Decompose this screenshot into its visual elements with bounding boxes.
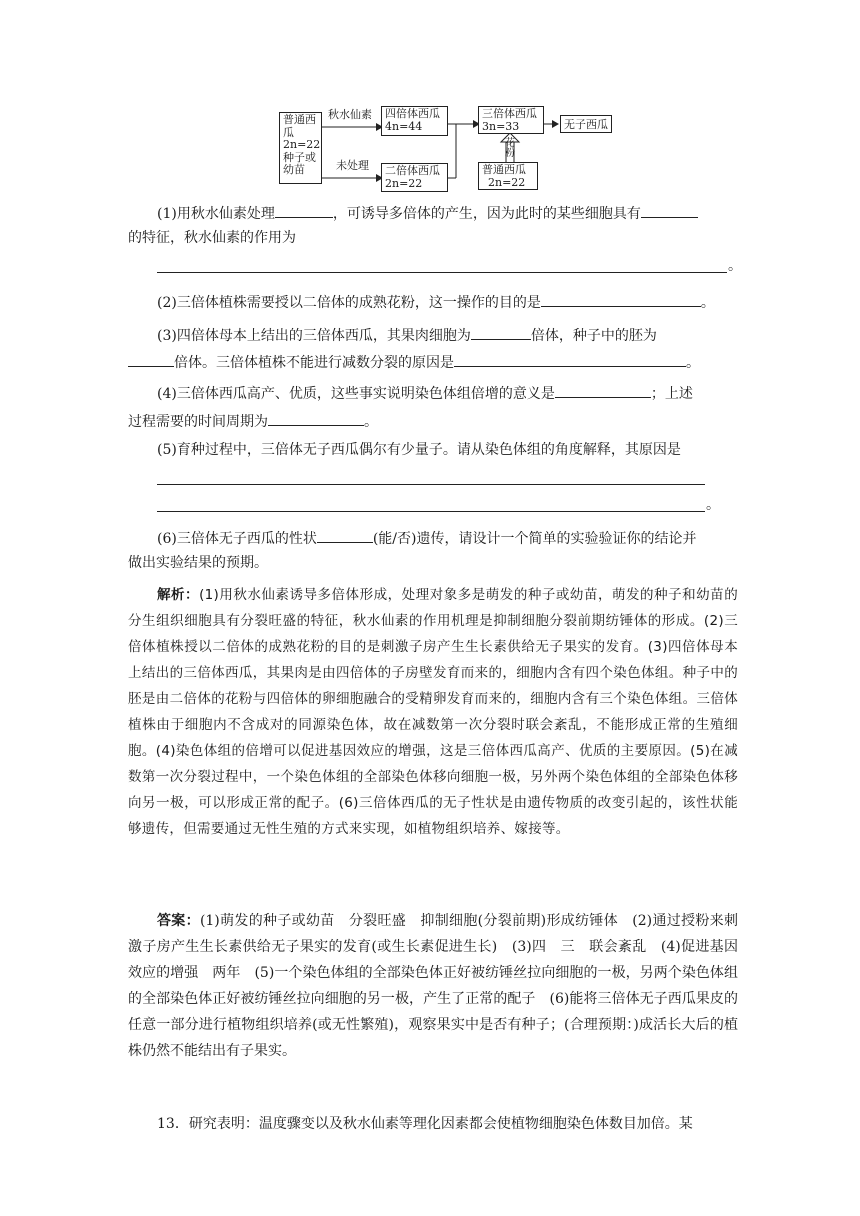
q3-text-c: 倍体。三倍体植株不能进行减数分裂的原因是 <box>174 355 454 371</box>
q1-line1 <box>157 203 698 223</box>
answer-text: (1)萌发的种子或幼苗 分裂旺盛 抑制细胞(分裂前期)形成纺锤体 (2)通过授粉来刺激子房产生生长素供给无子果实的发育(或生长素促进生长) (3)四 三 联会紊乱 (4)促进基因效应的增强 两年 (5)一个染色体组的全部染色体正好被纺锤丝拉向细胞的一极，另两个染色体组的全部染色体正好被纺锤丝拉向细胞的另一极，产生了正常的配子 (6)能将三倍体无子西瓜果皮的任意一部分进行植物组织培养(或无性繁殖)，观察果实中是否有种子；(合理预期：)成活长大后的植株仍然不能结出有子果实。 <box>128 913 738 1059</box>
diploid-box <box>381 163 448 192</box>
q5-text: (5)育种过程中，三倍体无子西瓜偶尔有少量子。请从染色体组的角度解释，其原因是 <box>157 442 681 458</box>
q4-text-a: (4)三倍体西瓜高产、优质，这些事实说明染色体组倍增的意义是 <box>157 386 555 402</box>
blank <box>275 203 333 218</box>
source-line-4: 种子或 <box>283 150 316 164</box>
q4-text-c: 过程需要的时间周期为 <box>128 414 268 430</box>
q3-text-b: 倍体，种子中的胚为 <box>530 328 657 344</box>
pollen-label-2: 粉 <box>505 148 515 159</box>
result-box <box>560 115 612 133</box>
blank <box>317 528 373 543</box>
q1-text-c: 的特征，秋水仙素的作用为 <box>128 230 296 246</box>
blank <box>454 352 686 367</box>
colchicine-label: 秋水仙素 <box>328 108 372 121</box>
q6-line1 <box>157 528 696 548</box>
tetraploid-count: 4n=44 <box>385 119 423 133</box>
result-text: 无子西瓜 <box>564 118 608 131</box>
tetraploid-box <box>381 106 448 136</box>
diploid-name: 二倍体西瓜 <box>385 164 440 177</box>
blank <box>641 203 698 218</box>
blank <box>471 325 531 340</box>
analysis-label: 解析： <box>157 587 200 603</box>
pollen-label <box>504 139 516 159</box>
pollen-label-1: 花 <box>505 138 515 149</box>
q4-line1 <box>157 383 693 403</box>
source-line-2: 瓜 <box>283 125 294 139</box>
q5-answer-rule-2 <box>157 511 705 512</box>
q3-line2 <box>128 352 700 372</box>
ordinary-box <box>478 162 538 190</box>
q5-line <box>157 441 681 459</box>
q2-period: 。 <box>700 295 715 311</box>
q4-period: 。 <box>364 414 378 430</box>
triploid-count: 3n=33 <box>482 119 520 133</box>
q6-text-a: (6)三倍体无子西瓜的性状 <box>157 531 317 547</box>
analysis-paragraph <box>128 582 738 842</box>
breeding-flow-diagram <box>270 100 630 192</box>
triploid-box <box>478 106 544 134</box>
q3-line1 <box>157 325 657 345</box>
q1-line2 <box>128 229 296 247</box>
blank <box>541 292 701 307</box>
source-line-5: 幼苗 <box>283 163 305 176</box>
answer-paragraph <box>128 908 738 1064</box>
q2-text: (2)三倍体植株需要授以二倍体的成熟花粉，这一操作的目的是 <box>157 295 541 311</box>
blank <box>268 411 364 426</box>
q4-line2 <box>128 411 378 431</box>
blank <box>128 352 174 367</box>
source-line-1: 普通西 <box>283 113 316 126</box>
analysis-text: (1)用秋水仙素诱导多倍体形成，处理对象多是萌发的种子或幼苗，萌发的种子和幼苗的分生组织细胞具有分裂旺盛的特征，秋水仙素的作用机理是抑制细胞分裂前期纺锤体的形成。(2)三倍体植株授以二倍体的成熟花粉的目的是刺激子房产生生长素供给无子果实的发育。(3)四倍体母本上结出的三倍体西瓜，其果肉是由四倍体的子房壁发育而来的，细胞内含有四个染色体组。种子中的胚是由二倍体的花粉与四倍体的卵细胞融合的受精卵发育而来的，细胞内含有三个染色体组。三倍体植株由于细胞内不含成对的同源染色体，故在减数第一次分裂时联会紊乱，不能形成正常的生殖细胞。(4)染色体组的倍增可以促进基因效应的增强，这是三倍体西瓜高产、优质的主要原因。(5)在减数第一次分裂过程中，一个染色体组的全部染色体移向细胞一极，另外两个染色体组的全部染色体移向另一极，可以形成正常的配子。(6)三倍体西瓜的无子性状是由遗传物质的改变引起的，该性状能够遗传，但需要通过无性生殖的方式来实现，如植物组织培养、嫁接等。 <box>128 587 738 837</box>
diagram-arrows <box>270 100 630 192</box>
q5-answer-rule-1 <box>157 484 705 485</box>
ordinary-name: 普通西瓜 <box>482 163 526 176</box>
answer-label: 答案： <box>157 913 200 929</box>
source-box <box>279 112 322 184</box>
q4-text-b: ；上述 <box>650 386 693 402</box>
q6-text-b: (能/否)遗传，请设计一个简单的实验验证你的结论并 <box>372 531 697 547</box>
q5-end: 。 <box>706 497 720 513</box>
q1-text-b: ，可诱导多倍体的产生，因为此时的某些细胞具有 <box>332 206 641 222</box>
q1-text-a: (1)用秋水仙素处理 <box>157 206 275 222</box>
tetraploid-name: 四倍体西瓜 <box>385 107 440 120</box>
q1-end: 。 <box>728 258 742 274</box>
q6-line2 <box>128 554 268 572</box>
diploid-count: 2n=22 <box>385 176 423 190</box>
q1-answer-rule <box>157 272 727 273</box>
question-13: 13．研究表明：温度骤变以及秋水仙素等理化因素都会使植物细胞染色体数目加倍。某 <box>157 1116 693 1132</box>
q3-text-a: (3)四倍体母本上结出的三倍体西瓜，其果肉细胞为 <box>157 328 471 344</box>
ordinary-count: 2n=22 <box>488 175 526 189</box>
q2-line <box>157 292 715 312</box>
untreated-label: 未处理 <box>336 159 369 172</box>
source-line-3: 2n=22 <box>283 138 321 151</box>
q6-text-c: 做出实验结果的预期。 <box>128 555 268 571</box>
q3-period: 。 <box>686 355 700 371</box>
triploid-name: 三倍体西瓜 <box>482 107 537 120</box>
blank <box>555 383 651 398</box>
